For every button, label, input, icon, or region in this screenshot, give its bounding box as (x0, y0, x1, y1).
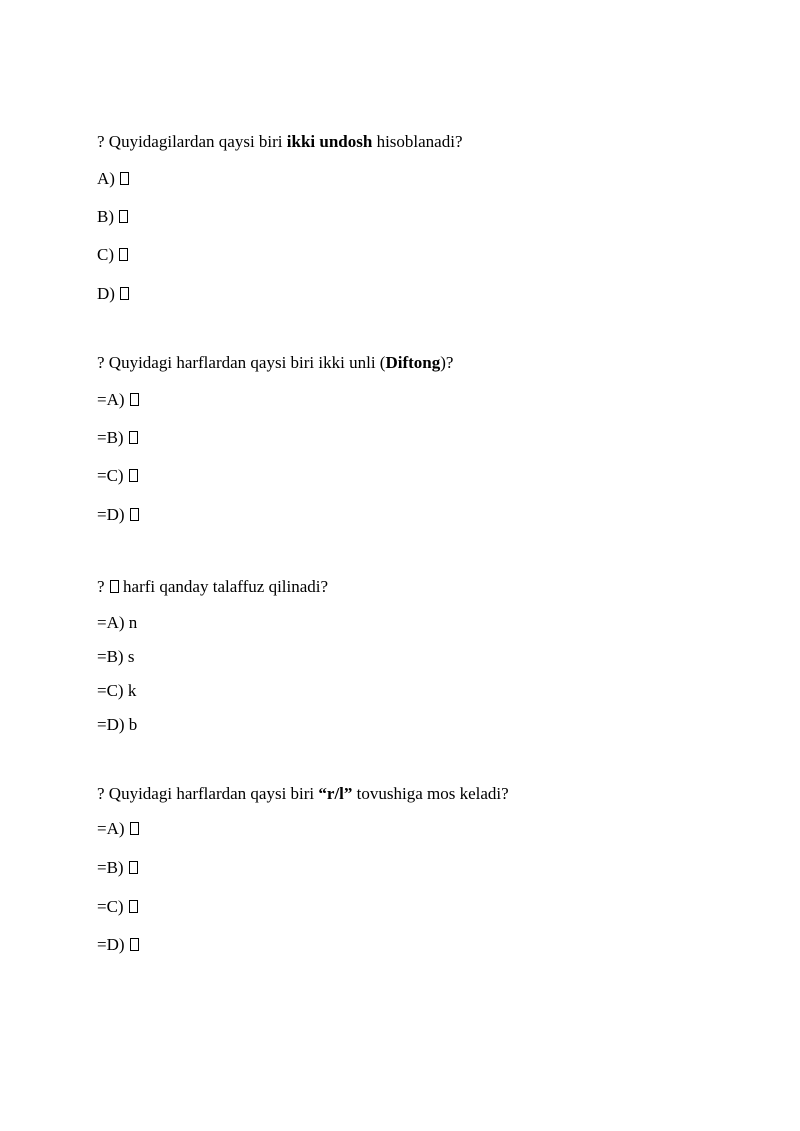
question-1-option-c (97, 244, 128, 266)
question-4 (97, 783, 509, 805)
missing-glyph-icon (130, 508, 139, 521)
missing-glyph-icon (110, 580, 119, 593)
question-3-option-b (97, 646, 134, 668)
question-3-text-start: ? (97, 577, 109, 596)
question-2-option-c (97, 465, 138, 487)
option-label: =D) (97, 935, 125, 954)
missing-glyph-icon (119, 210, 128, 223)
question-2-option-a (97, 389, 139, 411)
missing-glyph-icon (130, 393, 139, 406)
question-1 (97, 131, 463, 153)
question-3-option-a (97, 612, 137, 634)
question-2-bold-term: Diftong (385, 353, 441, 372)
question-3-text-end: harfi qanday talaffuz qilinadi? (118, 577, 329, 596)
question-2 (97, 352, 453, 374)
missing-glyph-icon (129, 431, 138, 444)
option-label: =D) (97, 505, 125, 524)
option-label: =D) b (97, 715, 138, 734)
question-1-bold-term: ikki undosh (286, 132, 373, 151)
question-1-text-end: hisoblanadi? (372, 132, 463, 151)
missing-glyph-icon (130, 822, 139, 835)
question-1-option-a (97, 168, 129, 190)
question-1-text-start: ? Quyidagilardan qaysi biri (97, 132, 287, 151)
option-label: =B) (97, 858, 124, 877)
missing-glyph-icon (130, 938, 139, 951)
missing-glyph-icon (129, 469, 138, 482)
question-4-option-b (97, 857, 138, 879)
question-3-option-d (97, 714, 137, 736)
question-2-option-d (97, 504, 139, 526)
missing-glyph-icon (129, 861, 138, 874)
missing-glyph-icon (119, 248, 128, 261)
option-label: =C) (97, 466, 124, 485)
question-4-option-c (97, 896, 138, 918)
option-label: =A) n (97, 613, 138, 632)
question-2-text-end: )? (440, 353, 454, 372)
option-label: =C) (97, 897, 124, 916)
question-4-text-end: tovushiga mos keladi? (352, 784, 509, 803)
question-4-option-a (97, 818, 139, 840)
missing-glyph-icon (120, 172, 129, 185)
option-label: A) (97, 169, 115, 188)
option-label: B) (97, 207, 114, 226)
question-4-text-start: ? Quyidagi harflardan qaysi biri (97, 784, 319, 803)
option-label: C) (97, 245, 114, 264)
option-label: =C) k (97, 681, 137, 700)
option-label: =A) (97, 819, 125, 838)
question-4-bold-term: “r/l” (318, 784, 353, 803)
question-2-option-b (97, 427, 138, 449)
option-label: D) (97, 284, 115, 303)
question-3 (97, 576, 328, 598)
question-2-text-start: ? Quyidagi harflardan qaysi biri ikki unli ( (97, 353, 386, 372)
option-label: =B) s (97, 647, 135, 666)
option-label: =A) (97, 390, 125, 409)
question-3-option-c (97, 680, 136, 702)
option-label: =B) (97, 428, 124, 447)
question-1-option-d (97, 283, 129, 305)
missing-glyph-icon (129, 900, 138, 913)
question-1-option-b (97, 206, 128, 228)
missing-glyph-icon (120, 287, 129, 300)
question-4-option-d (97, 934, 139, 956)
